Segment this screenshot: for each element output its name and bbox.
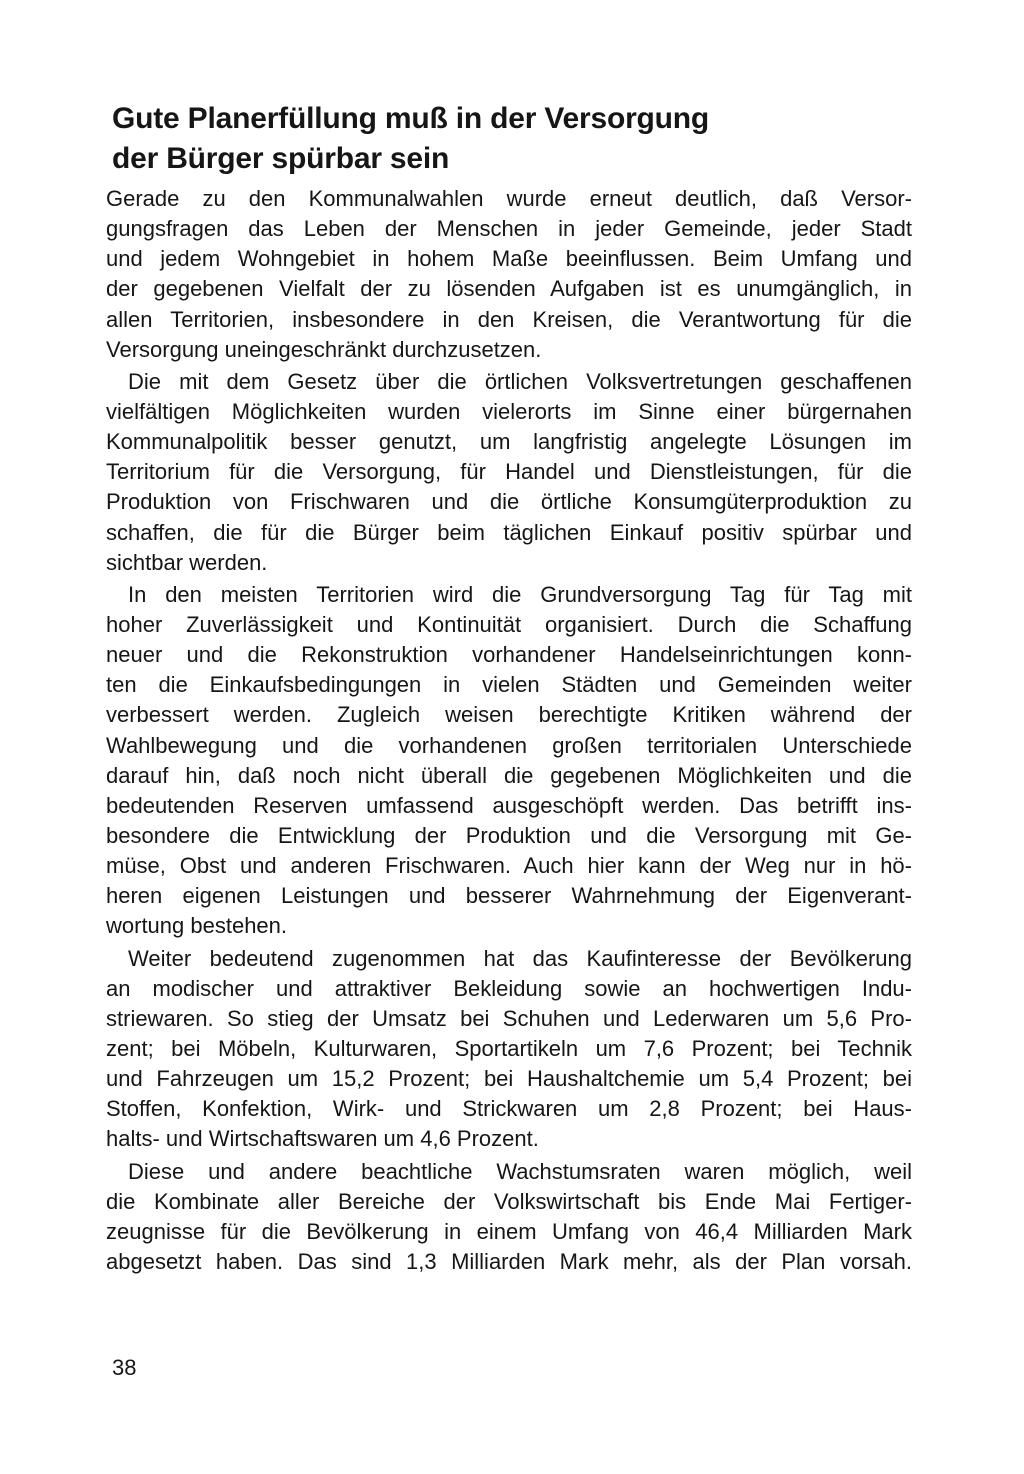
text-line: und Fahrzeugen um 15,2 Prozent; bei Haushaltchemie um 5,4 Prozent; bei: [106, 1066, 912, 1092]
article-body: [106, 184, 912, 1279]
text-line: Diese und andere beachtliche Wachstumsraten waren möglich, weil: [128, 1158, 912, 1184]
text-line: hoher Zuverlässigkeit und Kontinuität organisiert. Durch die Schaffung: [106, 611, 912, 637]
text-line: striewaren. So stieg der Umsatz bei Schuhen und Lederwaren um 5,6 Pro-: [106, 1005, 912, 1031]
text-line: halts- und Wirtschaftswaren um 4,6 Prozent.: [106, 1126, 539, 1152]
text-line: bedeutenden Reserven umfassend ausgeschöpft werden. Das betrifft ins-: [106, 792, 912, 818]
text-line: der gegebenen Vielfalt der zu lösenden Aufgaben ist es unumgänglich, in: [106, 276, 912, 302]
text-line: wortung bestehen.: [106, 913, 288, 939]
paragraph-4: [106, 944, 912, 1155]
text-line: Die mit dem Gesetz über die örtlichen Volksvertretungen geschaffenen: [128, 368, 912, 394]
text-line: darauf hin, daß noch nicht überall die gegebenen Möglichkeiten und die: [106, 762, 912, 788]
title-line: der Bürger spürbar sein: [112, 142, 450, 175]
text-line: Produktion von Frischwaren und die örtliche Konsumgüterproduktion zu: [106, 489, 912, 515]
text-line: gungsfragen das Leben der Menschen in jeder Gemeinde, jeder Stadt: [106, 216, 912, 242]
text-line: abgesetzt haben. Das sind 1,3 Milliarden Mark mehr, als der Plan vorsah.: [106, 1248, 912, 1274]
paragraph-5: [106, 1157, 912, 1278]
title-line: Gute Planerfüllung muß in der Versorgung: [112, 102, 710, 135]
text-line: besondere die Entwicklung der Produktion und die Versorgung mit Ge-: [106, 822, 912, 848]
text-line: Wahlbewegung und die vorhandenen großen territorialen Unterschiede: [106, 732, 912, 758]
text-line: ten die Einkaufsbedingungen in vielen Städten und Gemeinden weiter: [106, 672, 912, 698]
text-line: zent; bei Möbeln, Kulturwaren, Sportartikeln um 7,6 Prozent; bei Technik: [106, 1035, 912, 1061]
paragraph-3: [106, 580, 912, 942]
page-title: [112, 99, 812, 179]
paragraph-2: [106, 367, 912, 578]
text-line: Weiter bedeutend zugenommen hat das Kaufinteresse der Bevölkerung: [128, 945, 912, 971]
paragraph-1: [106, 184, 912, 365]
text-line: neuer und die Rekonstruktion vorhandener Handelseinrichtungen konn-: [106, 642, 912, 668]
text-line: sichtbar werden.: [106, 549, 268, 575]
page-number: 38: [112, 1355, 137, 1380]
text-line: die Kombinate aller Bereiche der Volkswirtschaft bis Ende Mai Fertiger-: [106, 1188, 912, 1214]
text-line: Territorium für die Versorgung, für Handel und Dienstleistungen, für die: [106, 459, 912, 485]
text-line: an modischer und attraktiver Bekleidung sowie an hochwertigen Indu-: [106, 975, 912, 1001]
text-line: In den meisten Territorien wird die Grundversorgung Tag für Tag mit: [128, 581, 912, 607]
text-line: Gerade zu den Kommunalwahlen wurde erneut deutlich, daß Versor-: [106, 186, 912, 211]
text-line: Stoffen, Konfektion, Wirk- und Strickwaren um 2,8 Prozent; bei Haus-: [106, 1096, 912, 1122]
text-line: müse, Obst und anderen Frischwaren. Auch hier kann der Weg nur in hö-: [106, 853, 912, 879]
text-line: Kommunalpolitik besser genutzt, um langfristig angelegte Lösungen im: [106, 429, 912, 455]
text-line: heren eigenen Leistungen und besserer Wahrnehmung der Eigenverant-: [106, 883, 912, 909]
text-line: vielfältigen Möglichkeiten wurden vielerorts im Sinne einer bürgernahen: [106, 398, 912, 424]
text-line: zeugnisse für die Bevölkerung in einem Umfang von 46,4 Milliarden Mark: [106, 1218, 912, 1244]
text-line: schaffen, die für die Bürger beim täglichen Einkauf positiv spürbar und: [106, 519, 912, 545]
text-line: allen Territorien, insbesondere in den Kreisen, die Verantwortung für die: [106, 306, 912, 332]
text-line: verbessert werden. Zugleich weisen berechtigte Kritiken während der: [106, 702, 912, 728]
text-line: und jedem Wohngebiet in hohem Maße beeinflussen. Beim Umfang und: [106, 246, 912, 272]
text-line: Versorgung uneingeschränkt durchzusetzen.: [106, 336, 542, 362]
